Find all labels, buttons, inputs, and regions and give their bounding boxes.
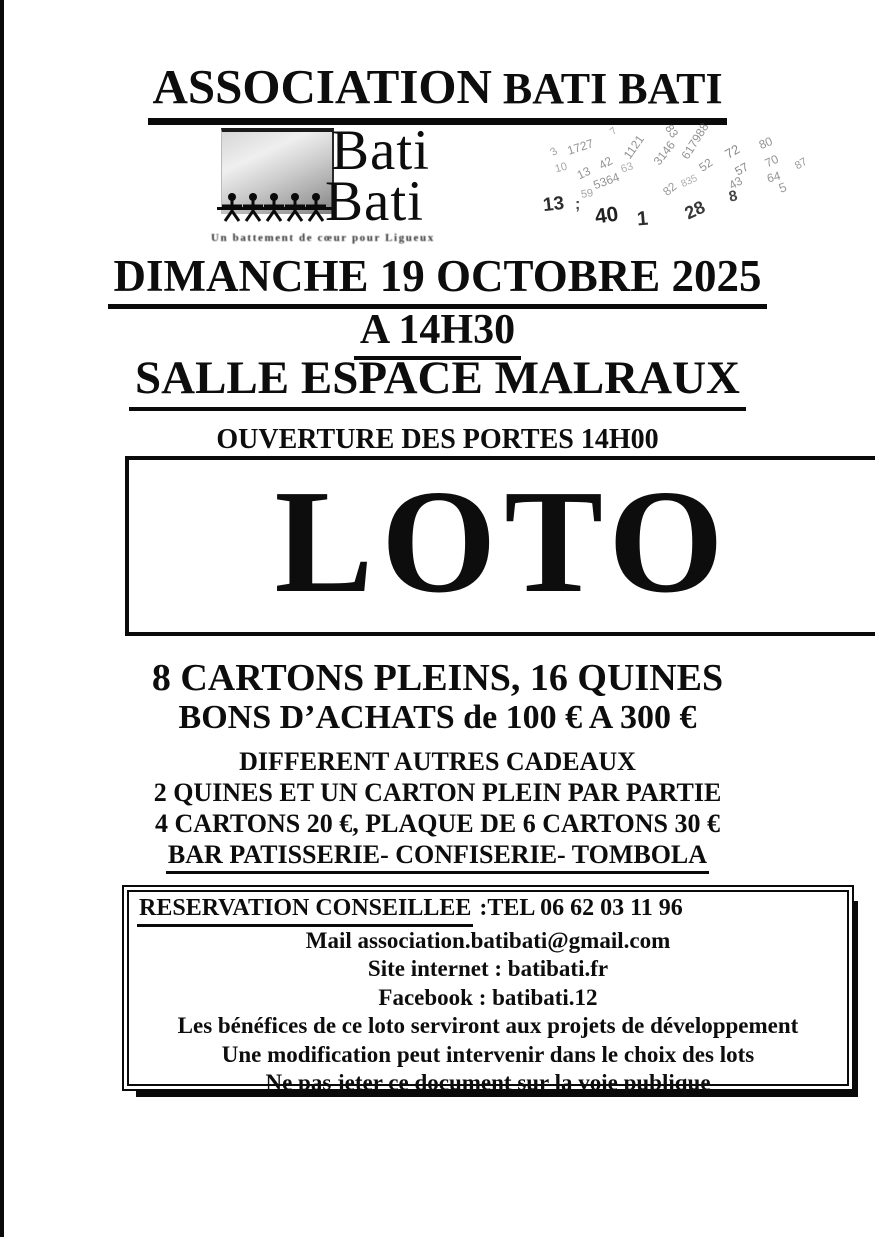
contact-info-inner [127,890,849,1095]
reservation-label: RESERVATION CONSEILLEE [137,894,473,927]
stick-figure-icon [305,192,327,222]
association-title-name: BATI BATI [491,64,723,113]
logo-tagline: Un battement de cœur pour Ligueux [211,232,435,244]
prize-line-parties [0,778,875,808]
scatter-number: 52 [696,155,716,175]
scan-artifact-left-edge [0,0,4,1237]
scatter-number: 83 [662,121,682,141]
doors-open-text: OUVERTURE DES PORTES 14H00 [216,424,659,455]
scatter-number: 43 [726,173,745,193]
prize-line-cartons-quines [0,656,875,700]
logo-word-top: Bati [331,119,430,182]
event-date-text: DIMANCHE 19 OCTOBRE 2025 [108,250,768,309]
scatter-number: 57 [732,159,751,179]
scatter-number: 3146 [650,138,679,168]
scatter-number: ; [575,196,581,213]
scatter-number: 42 [596,153,615,173]
scatter-number: 5 [776,179,789,196]
scatter-number: 72 [722,141,743,162]
prize-text: 4 CARTONS 20 €, PLAQUE DE 6 CARTONS 30 € [155,809,720,838]
prize-text: BONS D’ACHATS de 100 € A 300 € [178,699,697,736]
association-logo [211,119,463,253]
prize-line-bons-achats [0,699,875,737]
stick-figure-icon [263,192,285,222]
event-venue-line [0,351,875,411]
scatter-number: 28 [681,196,709,224]
contact-info-box [122,885,854,1095]
stick-figure-icon [242,192,264,222]
scatter-number: 40 [593,202,620,229]
doors-open-line [0,424,875,456]
facebook-line: Facebook : batibati.12 [378,984,598,1010]
scatter-number: 617988 [678,120,712,162]
scatter-number: 87 [792,155,810,173]
scatter-number: 82 [660,179,680,199]
event-venue-text: SALLE ESPACE MALRAUX [129,351,746,411]
scatter-number: 5364 [591,169,622,193]
litter-note: Ne pas jeter ce document sur la voie publique [265,1070,711,1095]
reservation-line [137,894,839,927]
scatter-number: 64 [765,168,782,186]
prize-line-bar-tombola [0,840,875,874]
event-date-line [0,250,875,309]
scatter-number: 13 [574,163,593,183]
scatter-number: 80 [756,134,775,152]
scatter-number: 59 [580,187,595,201]
event-time-text: A 14H30 [354,306,521,360]
website-line: Site internet : batibati.fr [367,956,609,981]
loto-headline-box [125,456,875,636]
scatter-number: 8 [727,187,740,206]
scatter-number: 835 [679,172,700,191]
prize-text: 2 QUINES ET UN CARTON PLEIN PAR PARTIE [153,778,722,807]
stick-figure-icon [284,192,306,222]
title-underline [148,58,726,125]
prize-line-cadeaux [0,747,875,777]
scatter-number: 1727 [565,136,596,158]
scatter-number: 63 [619,160,635,176]
prize-text: BAR PATISSERIE- CONFISERIE- TOMBOLA [166,840,709,874]
page-title [0,58,875,125]
number-scatter [515,120,825,232]
prize-text: 8 CARTONS PLEINS, 16 QUINES [151,657,724,699]
scatter-number: 70 [762,151,781,171]
scatter-number: 10 [553,160,569,176]
stick-figure-icon [221,192,243,222]
association-title-main: ASSOCIATION [152,59,492,114]
scatter-number: 7 [608,125,620,138]
modification-note: Une modification peut intervenir dans le choix des lots [221,1041,755,1067]
scatter-number: 13 [541,192,566,217]
prize-line-tarifs [0,809,875,839]
loto-headline: LOTO [274,460,732,624]
logo-word-bottom: Bati [325,170,424,233]
prize-text: DIFFERENT AUTRES CADEAUX [239,747,636,776]
scatter-number: 1121 [620,132,648,162]
benefits-note: Les bénéfices de ce loto serviront aux projets de développement [177,1013,799,1038]
scatter-number: 1 [636,207,650,231]
reservation-phone: :TEL 06 62 03 11 96 [473,895,683,921]
scatter-number: 3 [548,145,561,159]
mail-line: Mail association.batibati@gmail.com [305,927,671,953]
